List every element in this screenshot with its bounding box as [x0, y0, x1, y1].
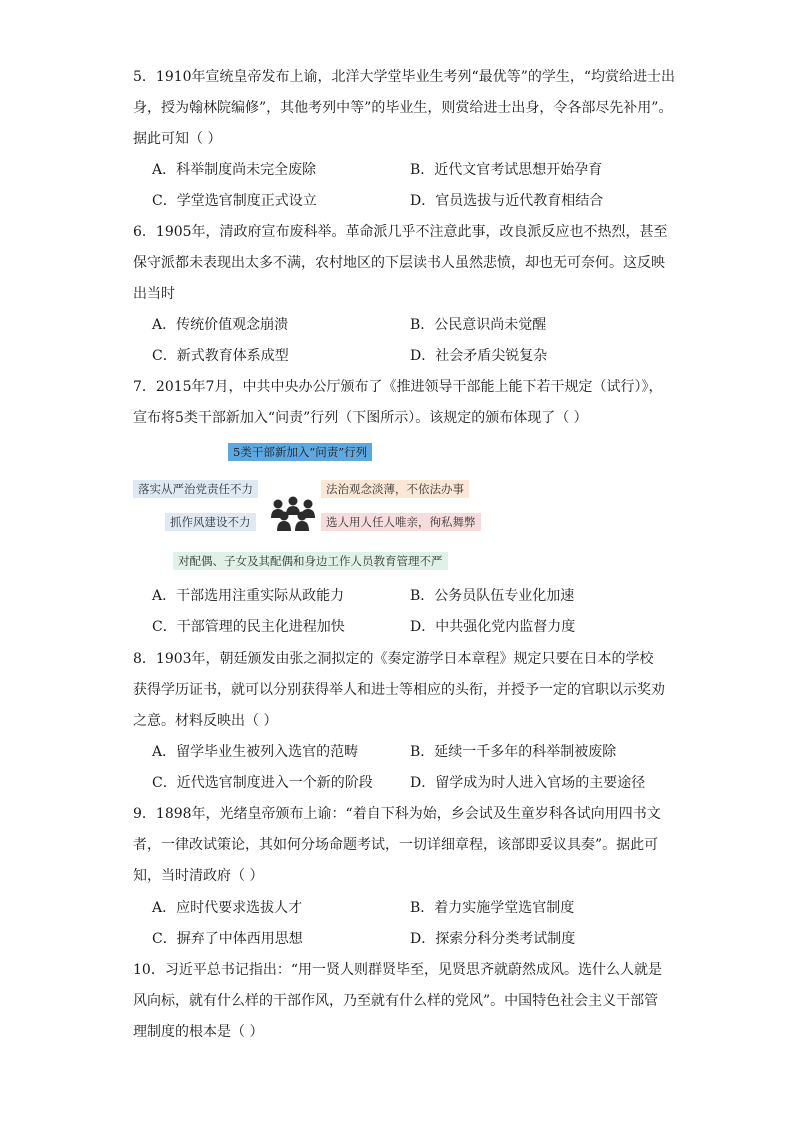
question-text: 之意。材料反映出（ ） — [133, 713, 278, 729]
accountability-diagram — [128, 440, 528, 580]
option-c[interactable]: C．干部管理的民主化进程加快 — [152, 619, 345, 635]
question-text: 10．习近平总书记指出：“用一贤人则群贤毕至，见贤思齐就蔚然成风。选什么人就是 — [133, 962, 662, 978]
option-a[interactable]: A．科举制度尚未完全废除 — [152, 162, 317, 178]
diagram-title: 5类干部新加入“问责”行列 — [228, 443, 372, 461]
question-text: 出当时 — [133, 286, 175, 302]
question-text: 6．1905年，清政府宣布废科举。革命派几乎不注意此事，改良派反应也不热烈，甚至 — [133, 224, 668, 240]
option-d[interactable]: D．官员选拔与近代教育相结合 — [410, 193, 604, 209]
option-b[interactable]: B．延续一千多年的科举制被废除 — [410, 744, 617, 760]
option-d[interactable]: D．中共强化党内监督力度 — [410, 619, 576, 635]
diagram-item-bottom: 对配偶、子女及其配偶和身边工作人员教育管理不严 — [173, 552, 448, 570]
diagram-item-left-bottom: 抓作风建设不力 — [165, 513, 256, 531]
option-b[interactable]: B．公务员队伍专业化加速 — [410, 588, 575, 604]
question-text: 9．1898年，光绪皇帝颁布上谕：“着自下科为始，乡会试及生童岁科各试向用四书文 — [133, 806, 661, 822]
question-text: 据此可知（ ） — [133, 131, 222, 147]
option-c[interactable]: C．摒弃了中体西用思想 — [152, 931, 303, 947]
option-c[interactable]: C．新式教育体系成型 — [152, 348, 289, 364]
option-b[interactable]: B．近代文官考试思想开始孕育 — [410, 162, 603, 178]
option-c[interactable]: C．近代选官制度进入一个新的阶段 — [152, 775, 373, 791]
option-c[interactable]: C．学堂选官制度正式设立 — [152, 193, 317, 209]
people-group-icon — [270, 496, 316, 532]
question-text: 5．1910年宣统皇帝发布上谕，北洋大学堂毕业生考列“最优等”的学生，“均赏给进士出 — [133, 69, 676, 85]
option-a[interactable]: A．传统价值观念崩溃 — [152, 317, 289, 333]
question-text: 知，当时清政府（ ） — [133, 868, 264, 884]
question-text: 保守派都未表现出太多不满，农村地区的下层读书人虽然悲愤，却也无可奈何。这反映 — [133, 255, 665, 271]
diagram-item-right-top: 法治观念淡薄，不依法办事 — [321, 480, 469, 498]
option-d[interactable]: D．留学成为时人进入官场的主要途径 — [410, 775, 646, 791]
question-text: 7．2015年7月，中共中央办公厅颁布了《推进领导干部能上能下若干规定（试行）》， — [133, 379, 663, 395]
option-a[interactable]: A．应时代要求选拔人才 — [152, 900, 303, 916]
option-a[interactable]: A．干部选用注重实际从政能力 — [152, 588, 345, 604]
question-text: 8．1903年，朝廷颁发由张之洞拟定的《奏定游学日本章程》规定只要在日本的学校 — [133, 651, 654, 667]
diagram-item-right-bottom: 选人用人任人唯亲，徇私舞弊 — [321, 513, 481, 531]
question-text: 宣布将5类干部新加入“问责”行列（下图所示）。该规定的颁布体现了（ ） — [133, 410, 588, 426]
option-d[interactable]: D．社会矛盾尖锐复杂 — [410, 348, 548, 364]
question-text: 者，一律改试策论，其如何分场命题考试，一切详细章程，该部即妥议具奏”。据此可 — [133, 837, 659, 853]
question-text: 获得学历证书，就可以分别获得举人和进士等相应的头衔，并授予一定的官职以示奖劝 — [133, 682, 665, 698]
option-a[interactable]: A．留学毕业生被列入选官的范畴 — [152, 744, 359, 760]
option-b[interactable]: B．着力实施学堂选官制度 — [410, 900, 575, 916]
option-b[interactable]: B．公民意识尚未觉醒 — [410, 317, 547, 333]
option-d[interactable]: D．探索分科分类考试制度 — [410, 931, 576, 947]
question-text: 风向标，就有什么样的干部作风，乃至就有什么样的党风”。中国特色社会主义干部管 — [133, 993, 659, 1009]
diagram-item-left-top: 落实从严治党责任不力 — [133, 480, 258, 498]
question-text: 理制度的根本是（ ） — [133, 1024, 264, 1040]
question-text: 身，授为翰林院编修”，其他考列中等”的毕业生，则赏给进士出身，令各部尽先补用”。 — [133, 100, 673, 116]
